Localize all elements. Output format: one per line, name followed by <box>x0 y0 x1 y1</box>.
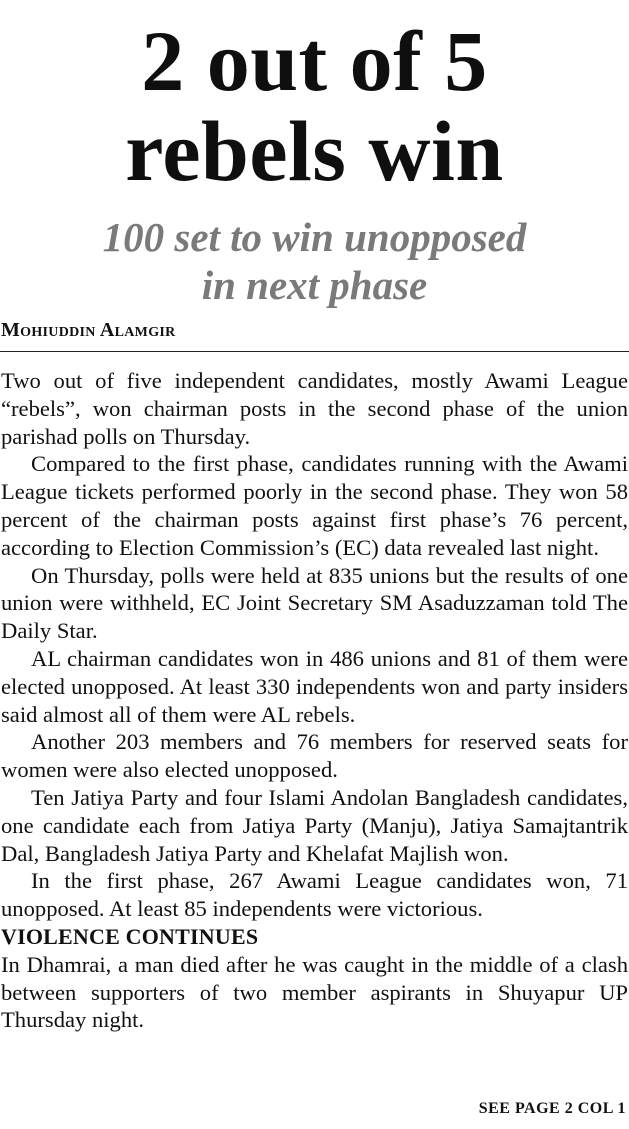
subheadline-line-1: 100 set to win unopposed <box>102 214 527 260</box>
article-paragraph: Ten Jatiya Party and four Islami Andolan Bangladesh candidates, one candidate each from Jatiya Party (Manju), Jatiya Samajtantrik Dal, Bangladesh Jatiya Party and Khelafat Majlish won. <box>1 784 628 866</box>
byline-divider <box>0 351 629 352</box>
byline: Mohiuddin Alamgir <box>1 319 176 341</box>
article-paragraph: AL chairman candidates won in 486 unions and 81 of them were elected unopposed. At least 330 independents won and party insiders said almost all of them were AL rebels. <box>1 645 628 727</box>
headline-line-2: rebels win <box>125 103 504 199</box>
subheadline-line-2: in next phase <box>201 262 428 308</box>
article-body <box>1 367 628 1034</box>
article-paragraph: In Dhamrai, a man died after he was caught in the middle of a clash between supporters of two member aspirants in Shuyapur UP Thursday night. <box>1 951 628 1033</box>
article-paragraph: Two out of five independent candidates, mostly Awami League “rebels”, won chairman posts in the second phase of the union parishad polls on Thursday. <box>1 368 628 449</box>
article-paragraph: In the first phase, 267 Awami League candidates won, 71 unopposed. At least 85 independents were victorious. <box>1 868 628 922</box>
article-paragraph: Another 203 members and 76 members for reserved seats for women were also elected unopposed. <box>1 729 628 783</box>
article-paragraph: Compared to the first phase, candidates running with the Awami League tickets performed poorly in the second phase. They won 58 percent of the chairman posts against first phase’s 76 percent, according to Election Commission’s (EC) data revealed last night. <box>1 451 628 560</box>
headline <box>0 13 629 199</box>
article-paragraph: On Thursday, polls were held at 835 unions but the results of one union were withheld, EC Joint Secretary SM Asaduzzaman told The Daily Star. <box>1 562 628 644</box>
section-heading: VIOLENCE CONTINUES <box>1 923 259 949</box>
headline-line-1: 2 out of 5 <box>141 13 488 109</box>
subheadline <box>0 213 629 309</box>
continued-on-page-note: SEE PAGE 2 COL 1 <box>478 1100 626 1117</box>
